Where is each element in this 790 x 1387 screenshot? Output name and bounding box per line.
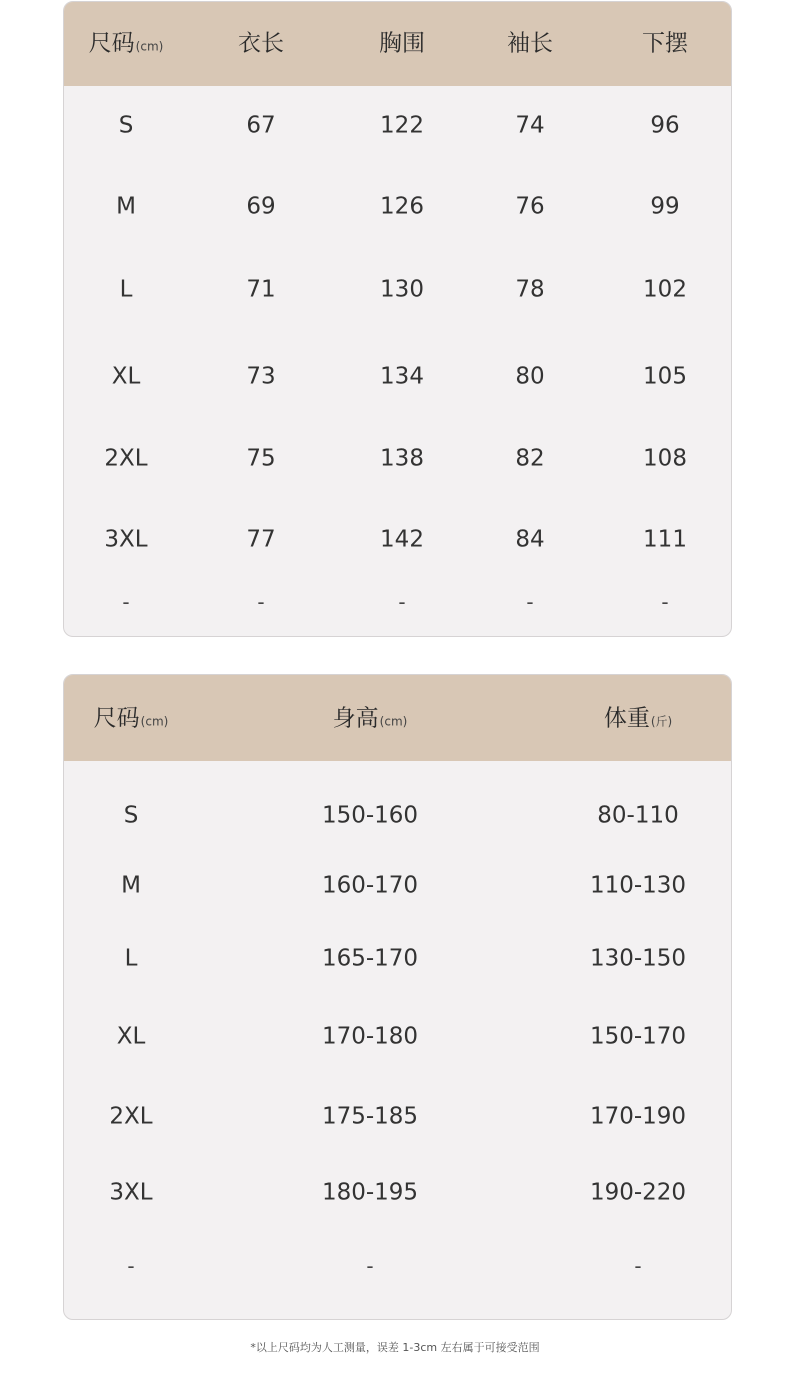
table-cell: -: [661, 590, 669, 614]
column-header-label: 身高: [332, 705, 379, 732]
table-cell: 122: [380, 112, 424, 139]
table-cell: 67: [246, 112, 276, 139]
table-cell: S: [118, 112, 134, 139]
table-cell: XL: [116, 1023, 146, 1050]
table-cell: 2XL: [104, 445, 148, 472]
table-cell: 69: [246, 193, 276, 220]
table-cell: 71: [246, 276, 276, 303]
table-cell: 175-185: [321, 1103, 419, 1130]
table-cell: 160-170: [321, 872, 419, 899]
table-cell: 150-160: [321, 802, 419, 829]
table-cell: 130-150: [589, 945, 687, 972]
footnote-text: *以上尺码均为人工测量，误差 1-3cm 左右属于可接受范围: [250, 1341, 540, 1354]
column-header-label: 尺码: [88, 30, 135, 57]
column-header-label: 体重: [603, 705, 650, 732]
table-cell: 150-170: [589, 1023, 687, 1050]
table-cell: 76: [515, 193, 545, 220]
table-cell: 134: [380, 363, 424, 390]
table-cell: 82: [515, 445, 545, 472]
table-cell: 165-170: [321, 945, 419, 972]
table-cell: 80-110: [597, 802, 679, 829]
table-cell: 96: [650, 112, 680, 139]
column-header-label: 袖长: [507, 30, 553, 57]
table-cell: S: [123, 802, 139, 829]
column-header: [603, 705, 673, 732]
table-cell: -: [127, 1254, 135, 1278]
table-cell: 180-195: [321, 1179, 419, 1206]
column-header-label: 下摆: [642, 30, 688, 57]
table-cell: 77: [246, 526, 276, 553]
table-cell: 105: [643, 363, 687, 390]
table-cell: -: [634, 1254, 642, 1278]
table-cell: -: [122, 590, 130, 614]
table-cell: 110-130: [589, 872, 687, 899]
table-cell: M: [121, 872, 141, 899]
table-cell: M: [116, 193, 136, 220]
table-cell: 170-190: [589, 1103, 687, 1130]
table-cell: 74: [515, 112, 545, 139]
table-cell: 108: [643, 445, 687, 472]
table-cell: XL: [111, 363, 141, 390]
column-header: [238, 30, 284, 57]
column-header: [379, 30, 425, 57]
column-header-unit: (cm): [379, 714, 408, 729]
column-header-unit: (斤): [650, 714, 673, 729]
table-cell: 126: [380, 193, 424, 220]
size-chart-garment-table: [63, 1, 732, 637]
table-cell: 138: [380, 445, 424, 472]
table-cell: 3XL: [109, 1179, 153, 1206]
table-cell: 99: [650, 193, 680, 220]
column-header: [507, 30, 553, 57]
column-header: [642, 30, 688, 57]
table-cell: 3XL: [104, 526, 148, 553]
column-header: [88, 30, 164, 57]
table-cell: 80: [515, 363, 545, 390]
column-header-unit: (cm): [135, 39, 164, 54]
size-chart-body-table: [63, 674, 732, 1320]
table-cell: 75: [246, 445, 276, 472]
column-header: [332, 705, 408, 732]
table-cell: L: [119, 276, 133, 303]
table-cell: 190-220: [589, 1179, 687, 1206]
column-header: [93, 705, 169, 732]
table-cell: -: [366, 1254, 374, 1278]
table-cell: 78: [515, 276, 545, 303]
table-cell: 102: [643, 276, 687, 303]
column-header-label: 尺码: [93, 705, 140, 732]
table-cell: 84: [515, 526, 545, 553]
table-cell: 111: [643, 526, 687, 553]
table-cell: 142: [380, 526, 424, 553]
column-header-label: 胸围: [379, 30, 425, 57]
table-cell: -: [526, 590, 534, 614]
table-cell: 130: [380, 276, 424, 303]
column-header-unit: (cm): [140, 714, 169, 729]
table-cell: 2XL: [109, 1103, 153, 1130]
table-cell: 170-180: [321, 1023, 419, 1050]
table-cell: 73: [246, 363, 276, 390]
table-cell: -: [398, 590, 406, 614]
table-cell: -: [257, 590, 265, 614]
table-cell: L: [124, 945, 138, 972]
column-header-label: 衣长: [238, 30, 284, 57]
